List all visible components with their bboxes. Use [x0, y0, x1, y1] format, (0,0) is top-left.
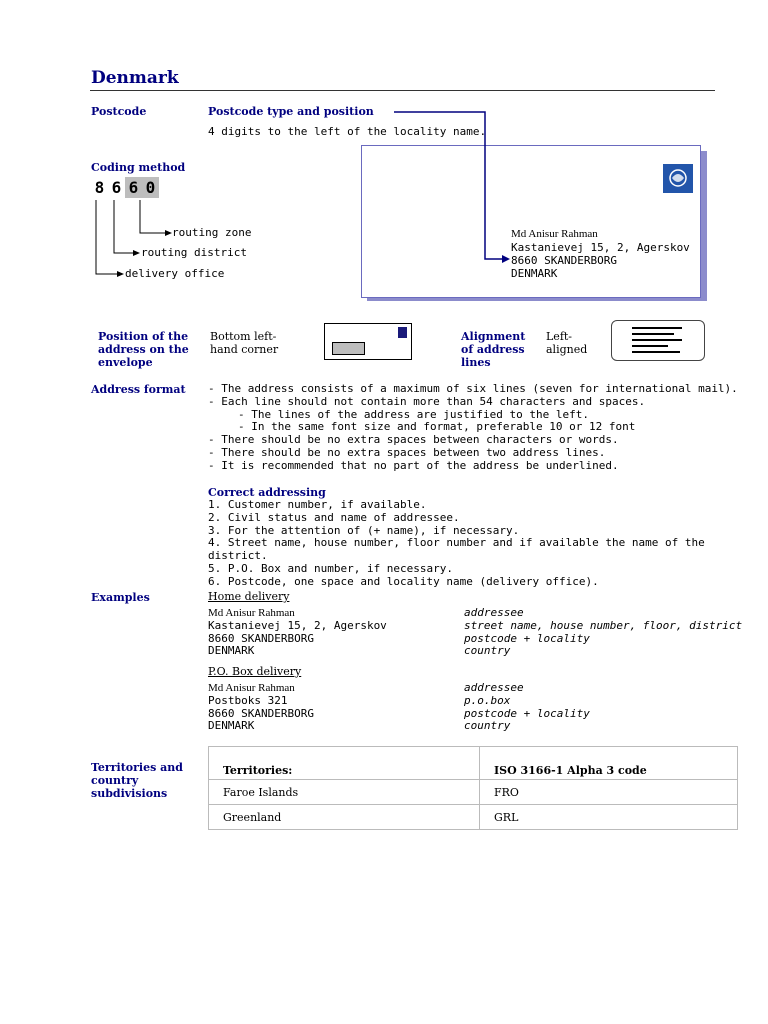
postcode-description: 4 digits to the left of the locality name.: [208, 125, 487, 138]
example-value: DENMARK: [208, 644, 255, 658]
rule-line: - Each line should not contain more than 54 characters and spaces.: [208, 394, 646, 408]
example-value: DENMARK: [208, 719, 255, 733]
example-value: Md Anisur Rahman: [208, 607, 295, 619]
position-value-line: Bottom left-: [210, 330, 277, 343]
envelope-address-line: DENMARK: [511, 267, 558, 280]
territories-label-line: country: [91, 774, 139, 787]
list-item: 2. Civil status and name of addressee.: [208, 510, 460, 524]
digit-routing-district: 6: [111, 178, 122, 197]
delivery-office-label: delivery office: [125, 267, 225, 280]
example-description: p.o.box: [464, 693, 511, 707]
example-value: Kastanievej 15, 2, Agerskov: [208, 618, 387, 632]
rule-line: - The lines of the address are justified to the left.: [238, 407, 589, 421]
pobox-delivery-descriptions: [464, 682, 590, 733]
address-format-rules: [208, 383, 738, 473]
list-item: 5. P.O. Box and number, if necessary.: [208, 561, 454, 575]
territories-label-line: Territories and: [91, 761, 183, 774]
position-value: [210, 330, 278, 356]
home-delivery-values: [208, 607, 387, 658]
digit-routing-zone-2: 0: [142, 177, 159, 198]
table-cell: Faroe Islands: [209, 780, 480, 805]
left-aligned-lines-icon: [611, 320, 705, 361]
postcode-position-arrow: [390, 105, 520, 265]
stamp-icon: [663, 164, 693, 193]
table-cell: Greenland: [209, 805, 480, 830]
table-header-cell: Territories:: [209, 747, 480, 780]
pobox-delivery-title: P.O. Box delivery: [208, 665, 302, 678]
stamp-mark: [398, 327, 407, 338]
page-title: Denmark: [91, 68, 179, 88]
table-header-cell: ISO 3166-1 Alpha 3 code: [480, 747, 738, 780]
coding-method-label: Coding method: [91, 161, 186, 174]
example-description: country: [464, 719, 511, 733]
digit-routing-zone-1: 6: [125, 177, 142, 198]
position-label-line: Position of the: [98, 330, 189, 343]
position-label: [98, 330, 189, 369]
rule-line: - There should be no extra spaces between characters or words.: [208, 433, 619, 447]
pobox-delivery-values: [208, 682, 314, 733]
routing-district-label: routing district: [141, 246, 247, 259]
envelope-address: [511, 228, 690, 280]
territories-label: [91, 761, 183, 800]
alignment-label: [461, 330, 525, 369]
address-block-mark: [332, 342, 365, 355]
example-value: Postboks 321: [208, 693, 288, 707]
postcode-type-label: Postcode type and position: [208, 105, 374, 118]
table-row: [209, 805, 738, 830]
list-item: 1. Customer number, if available.: [208, 498, 427, 511]
example-description: street name, house number, floor, district: [464, 618, 743, 632]
example-description: addressee: [464, 681, 524, 694]
postcode-label: Postcode: [91, 105, 147, 118]
alignment-label-line: lines: [461, 356, 491, 369]
position-envelope-icon: [324, 323, 412, 360]
list-item: 4. Street name, house number, floor number and if available the name of the district.: [208, 536, 705, 563]
example-description: country: [464, 644, 511, 658]
position-value-line: hand corner: [210, 343, 279, 356]
home-delivery-descriptions: [464, 607, 742, 658]
title-divider: [90, 90, 715, 91]
rule-line: - In the same font size and format, preferable 10 or 12 font: [238, 420, 636, 434]
rule-line: - It is recommended that no part of the address be underlined.: [208, 458, 619, 472]
correct-addressing-list: [208, 499, 768, 589]
alignment-value-line: Left-: [546, 330, 573, 343]
address-format-label: Address format: [91, 383, 186, 396]
example-description: postcode + locality: [464, 706, 590, 720]
position-label-line: address on the: [98, 343, 189, 356]
example-value: Md Anisur Rahman: [208, 682, 295, 694]
table-cell: GRL: [480, 805, 738, 830]
envelope-address-line: Md Anisur Rahman: [511, 228, 598, 240]
digit-delivery-office: 8: [94, 178, 105, 197]
example-value: 8660 SKANDERBORG: [208, 706, 314, 720]
rule-line: - The address consists of a maximum of six lines (seven for international mail).: [208, 382, 738, 395]
table-cell: FRO: [480, 780, 738, 805]
list-item: 3. For the attention of (+ name), if necessary.: [208, 523, 520, 537]
alignment-label-line: Alignment: [461, 330, 526, 343]
list-item: 6. Postcode, one space and locality name (delivery office).: [208, 574, 599, 588]
territories-label-line: subdivisions: [91, 787, 168, 800]
table-row: [209, 780, 738, 805]
envelope-address-line: 8660 SKANDERBORG: [511, 254, 617, 267]
examples-label: Examples: [91, 591, 150, 604]
rule-line: - There should be no extra spaces between two address lines.: [208, 445, 606, 459]
alignment-label-line: of address: [461, 343, 525, 356]
home-delivery-title: Home delivery: [208, 590, 290, 603]
routing-zone-label: routing zone: [172, 226, 252, 239]
position-label-line: envelope: [98, 356, 153, 369]
alignment-value-line: aligned: [546, 343, 588, 356]
envelope-address-line: Kastanievej 15, 2, Agerskov: [511, 241, 690, 254]
example-value: 8660 SKANDERBORG: [208, 631, 314, 645]
example-description: addressee: [464, 606, 524, 619]
postcode-digits: [91, 177, 159, 198]
correct-addressing-label: Correct addressing: [208, 486, 326, 499]
table-header-row: [209, 747, 738, 780]
alignment-value: [546, 330, 587, 356]
example-description: postcode + locality: [464, 631, 590, 645]
territories-table: [208, 746, 738, 830]
